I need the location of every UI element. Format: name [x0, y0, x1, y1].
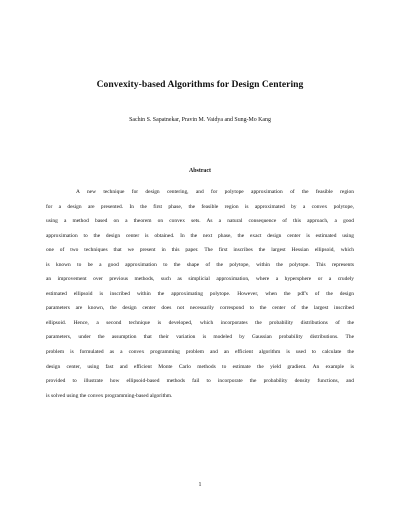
abstract-line: ellipsoid. Hence, a second technique is developed, which incorporates the probability distributions of the: [46, 319, 354, 326]
abstract-line: parameters, under the assumption that their variation is modeled by Gaussian probability distributions. The: [46, 334, 354, 341]
abstract-line: problem is formulated as a convex programming problem and an efficient algorithm is used to calculate the: [46, 349, 354, 356]
abstract-line: approximation to the design center is obtained. In the next phase, the exact design center is estimated using: [46, 232, 354, 239]
abstract-line: an improvement over previous methods, such as simplicial approximation, where a hypersphere or a crudely: [46, 276, 354, 283]
abstract-line: is known to be a good approximation to the shape of the polytope, within the polytope. This represents: [46, 261, 354, 268]
abstract-heading: Abstract: [189, 168, 211, 174]
abstract-line: one of two techniques that we present in this paper. The first inscribes the largest Hessian ellipsoid, which: [46, 247, 354, 254]
abstract-line: for a design are presented. In the first phase, the feasible region is approximated by a convex polytope,: [46, 203, 354, 210]
page-number: 1: [198, 482, 202, 488]
abstract-line: using a method based on a theorem on convex sets. As a natural consequence of this approach, a good: [46, 218, 354, 225]
abstract-line: design center, using fast and efficient Monte Carlo methods to estimate the yield gradient. An example is: [46, 363, 354, 370]
paper-authors: Sachin S. Sapatnekar, Pravin M. Vaidya and Sung-Mo Kang: [129, 117, 271, 123]
abstract-line: estimated ellipsoid is inscribed within the approximating polytope. However, when the pdf's of the design: [46, 290, 354, 297]
abstract-body: [46, 185, 354, 403]
abstract-line: A new technique for design centering, and for polytope approximation of the feasible region: [76, 189, 354, 195]
abstract-line: provided to illustrate how ellipsoid-based methods fail to incorporate the probability density functions, and: [46, 378, 354, 385]
abstract-line: is solved using the convex programming-based algorithm.: [46, 392, 173, 399]
paper-title: Convexity-based Algorithms for Design Centering: [96, 79, 304, 90]
abstract-line: parameters are known, the design center does not necessarily correspond to the center of the largest inscribed: [46, 305, 354, 312]
